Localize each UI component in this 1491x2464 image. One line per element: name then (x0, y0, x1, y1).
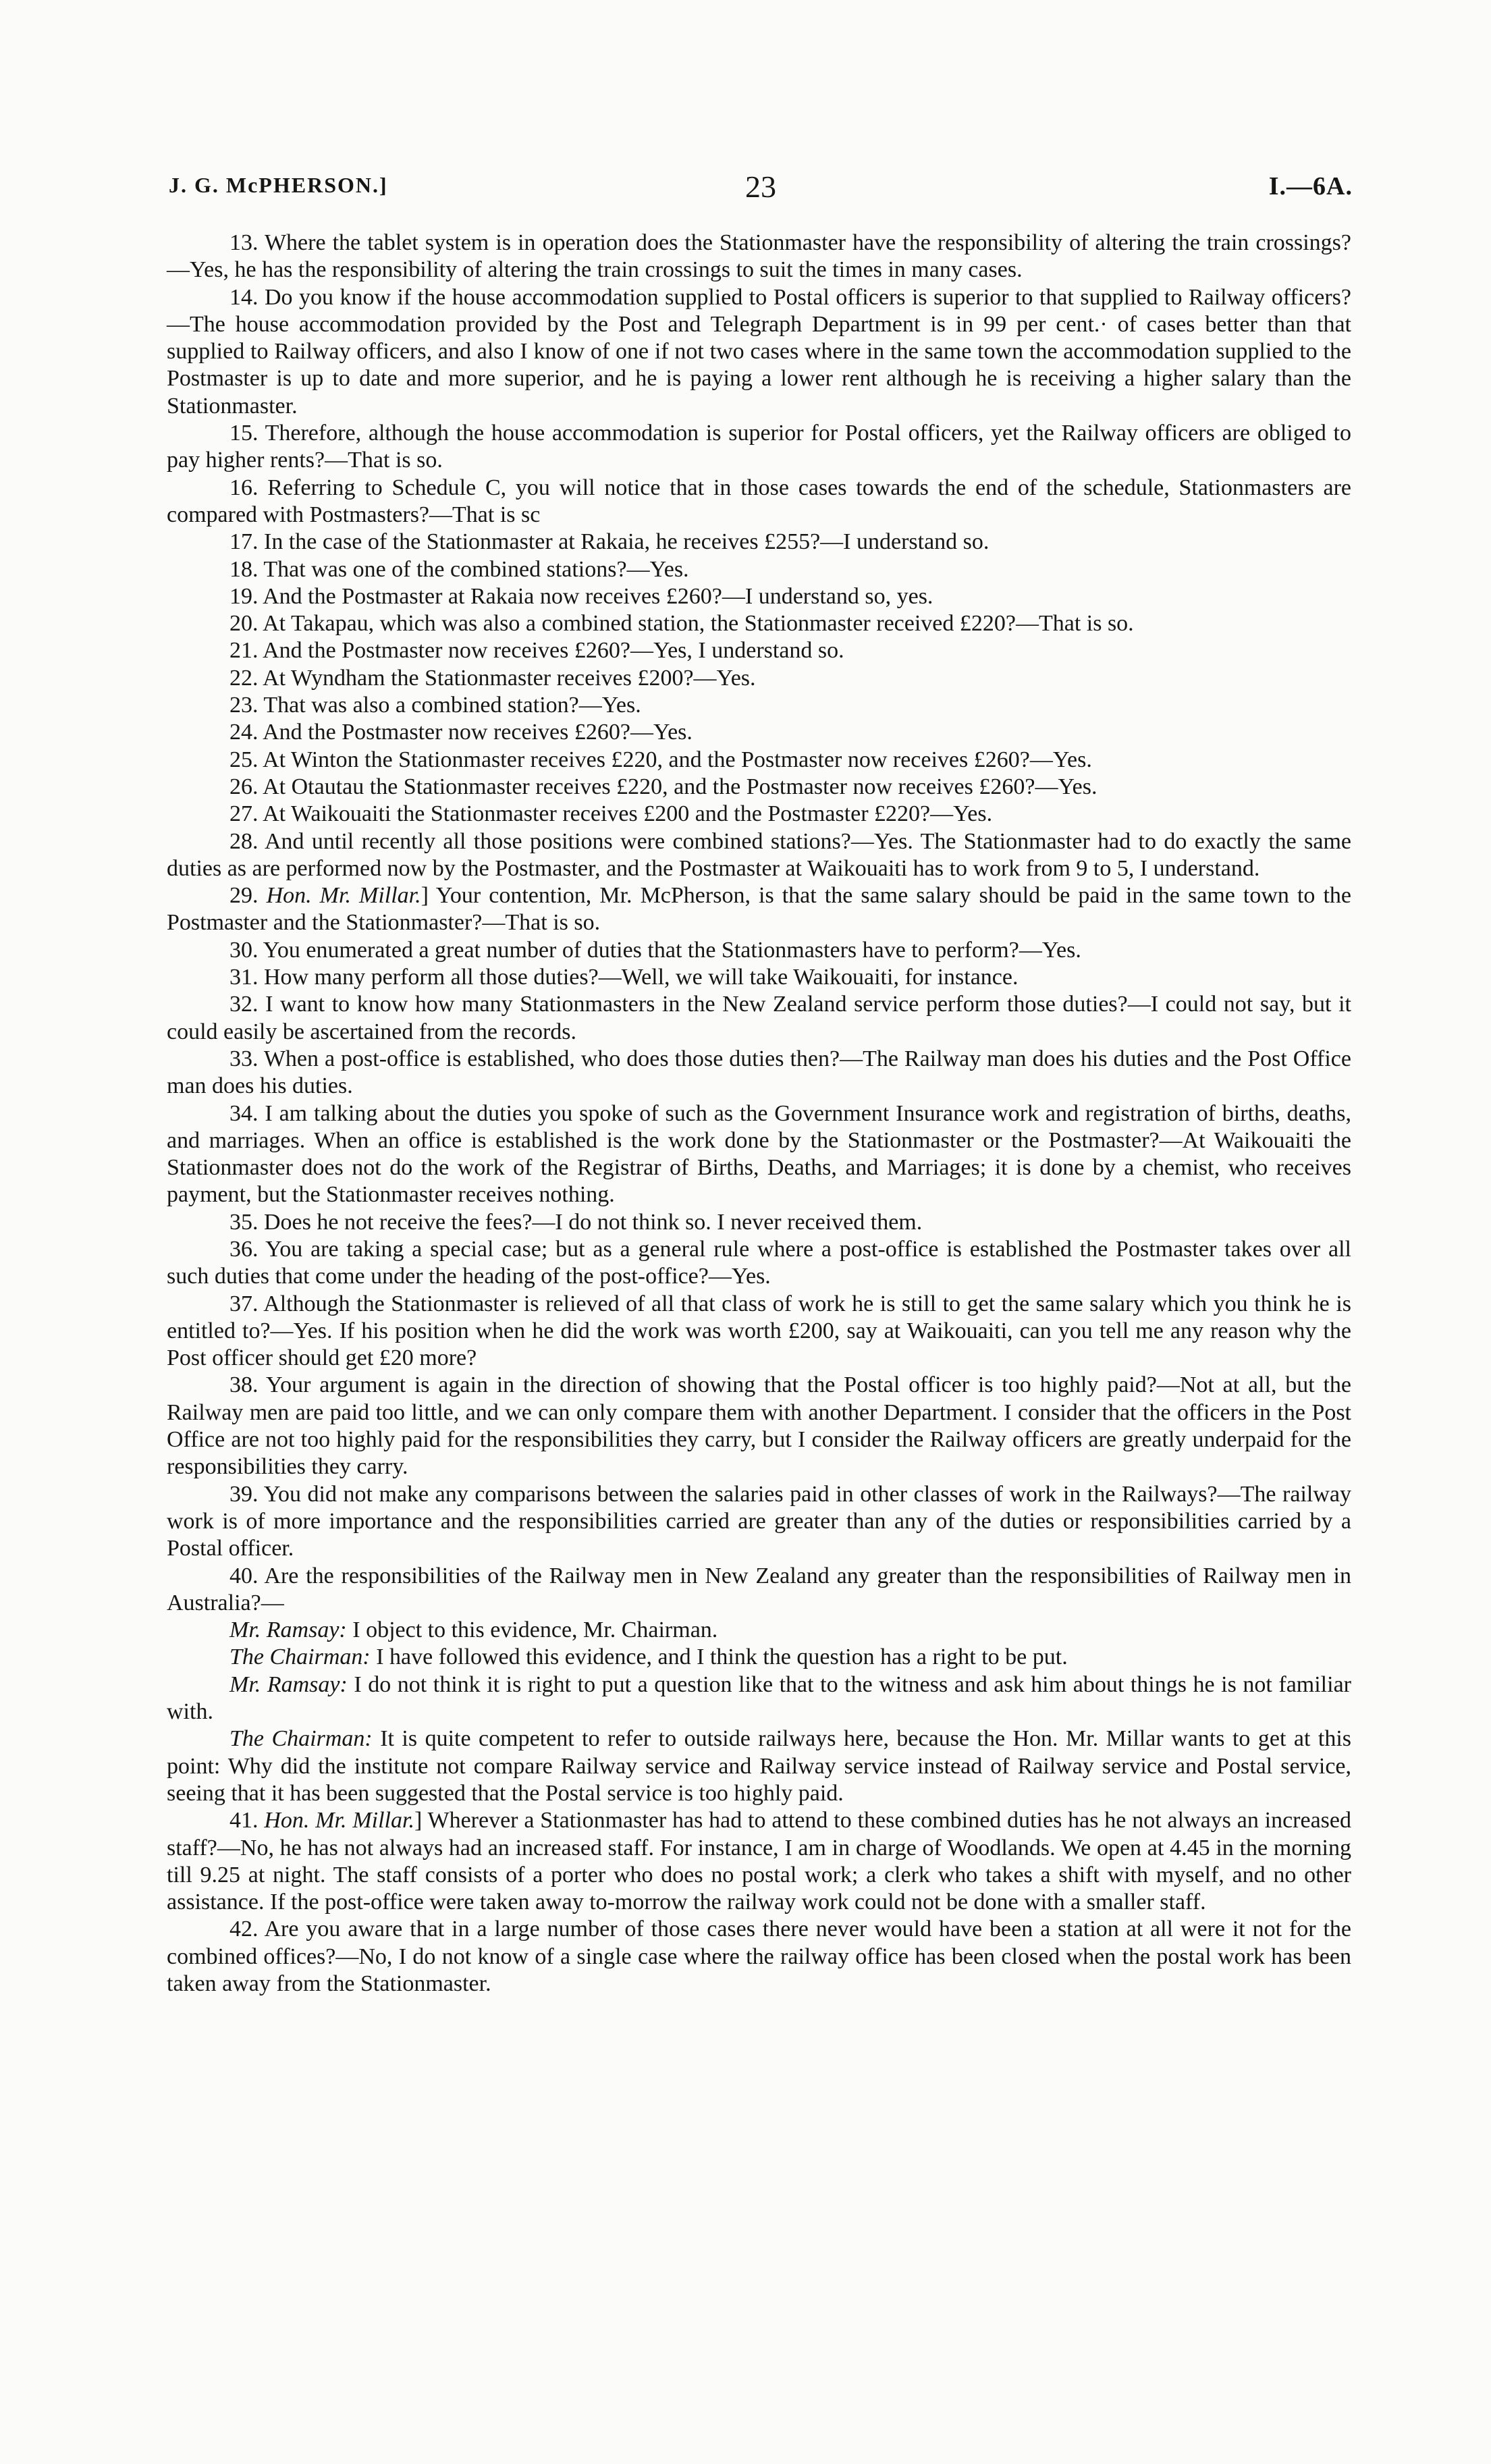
paragraph (167, 1372, 1351, 1480)
paragraph-text: I object to this evidence, Mr. Chairman. (346, 1617, 718, 1643)
witness-name-header: J. G. McPHERSON.] (169, 173, 388, 197)
paragraph (167, 556, 1351, 583)
paragraph (167, 610, 1351, 637)
paragraph (167, 284, 1351, 420)
paragraph (167, 747, 1351, 774)
paragraph-text: 34. I am talking about the duties you spoke of such as the Government Insurance work and registration of births, deaths, and marriages. When an office is established is the work done by the Stationmaster or the Postmaster?—At Waikouaiti the Stationmaster does not do the work of the Registrar of Births, Deaths, and Marriages; it is done by a chemist, who receives payment, but the Stationmaster receives nothing. (167, 1100, 1351, 1208)
paragraph-text: 35. Does he not receive the fees?—I do not think so. I never received them. (229, 1209, 923, 1235)
paragraph-text: 39. You did not make any comparisons between the salaries paid in other classes of work in the Railways?—The railway work is of more importance and the responsibilities carried are greater than any of the duties or responsibilities carried by a Postal officer. (167, 1481, 1351, 1561)
paragraph (167, 665, 1351, 692)
document-reference: I.—6A. (1268, 172, 1353, 200)
paragraph (167, 964, 1351, 991)
paragraph (167, 828, 1351, 883)
paragraph (167, 529, 1351, 556)
paragraph (167, 1807, 1351, 1916)
paragraph (167, 1725, 1351, 1807)
paragraph (167, 692, 1351, 719)
paragraph (167, 937, 1351, 964)
paragraph-text: ] Your contention, Mr. McPherson, is that the same salary should be paid in the same town to the Postmaster and the Stationmaster?—That is so. (167, 883, 1352, 936)
speaker-label: Hon. Mr. Millar. (266, 883, 421, 909)
paragraph (167, 420, 1351, 475)
paragraph (167, 1209, 1351, 1236)
paragraph-text: 42. Are you aware that in a large number of those cases there never would have been a station at all were it not for the combined offices?—No, I do not know of a single case where the railway office has been closed when the postal work has been taken away from the Stationmaster. (167, 1917, 1351, 1996)
paragraph-text: 36. You are taking a special case; but as a general rule where a post-office is established the Postmaster takes over all such duties that come under the heading of the post-office?—Yes. (167, 1236, 1351, 1289)
paragraph-text: 28. And until recently all those positions were combined stations?—Yes. The Stationmaster had to do exactly the same duties as are performed now by the Postmaster, and the Postmaster at Waikouaiti has to work from 9 to 5, I understand. (167, 828, 1351, 881)
speaker-label: Mr. Ramsay: (229, 1617, 347, 1643)
paragraph (167, 801, 1351, 828)
page-header (169, 169, 1353, 216)
paragraph-text: 38. Your argument is again in the direction of showing that the Postal officer is too highly paid?—Not at all, but the Railway men are paid too little, and we can only compare them with another Department. I consider that the officers in the Post Office are not too highly paid for the responsibilities they carry, but I consider the Railway officers are greatly underpaid for the responsibilities they carry. (167, 1372, 1351, 1480)
paragraph (167, 583, 1351, 610)
paragraph (167, 991, 1351, 1046)
paragraph (167, 1617, 1351, 1644)
paragraph (167, 719, 1351, 746)
paragraph-text: 19. And the Postmaster at Rakaia now receives £260?—I understand so, yes. (229, 583, 933, 609)
paragraph (167, 230, 1351, 284)
paragraph (167, 475, 1351, 529)
paragraph-text: 20. At Takapau, which was also a combined station, the Stationmaster received £220?—That is so. (229, 611, 1134, 637)
speaker-label: Hon. Mr. Millar. (264, 1808, 414, 1833)
paragraph (167, 774, 1351, 801)
paragraph-text: It is quite competent to refer to outside railways here, because the Hon. Mr. Millar wants to get at this point: Why did the institute not compare Railway service and Railway service instead of Railway service and Postal service, seeing that it has been suggested that the Postal service is too highly paid. (167, 1726, 1352, 1806)
speaker-label: Mr. Ramsay: (229, 1671, 348, 1697)
paragraph-text: 15. Therefore, although the house accommodation is superior for Postal officers, yet the Railway officers are obliged to pay higher rents?—That is so. (167, 421, 1351, 473)
paragraph-text: 30. You enumerated a great number of duties that the Stationmasters have to perform?—Yes. (229, 937, 1081, 963)
paragraph-text: 27. At Waikouaiti the Stationmaster receives £200 and the Postmaster £220?—Yes. (229, 801, 993, 827)
paragraph (167, 1291, 1351, 1372)
paragraph-text: 32. I want to know how many Stationmasters in the New Zealand service perform those duties?—I could not say, but it could easily be ascertained from the records. (167, 992, 1351, 1044)
paragraph-text: 24. And the Postmaster now receives £260?—Yes. (229, 720, 693, 745)
paragraph-text: 26. At Otautau the Stationmaster receives £220, and the Postmaster now receives £260?—Yes. (229, 774, 1097, 799)
paragraph-text: 33. When a post-office is established, who does those duties then?—The Railway man does his duties and the Post Office man does his duties. (167, 1046, 1351, 1099)
paragraph (167, 1671, 1351, 1726)
question-number: 41. (229, 1808, 265, 1833)
paragraph (167, 1481, 1351, 1563)
paragraph (167, 1046, 1351, 1100)
paragraph-text: I have followed this evidence, and I think the question has a right to be put. (370, 1644, 1068, 1670)
paragraph (167, 1236, 1351, 1291)
paragraph-text: 21. And the Postmaster now receives £260?—Yes, I understand so. (229, 638, 844, 664)
paragraph-text: ] Wherever a Stationmaster has had to attend to these combined duties has he not always an increased staff?—No, he has not always had an increased staff. For instance, I am in charge of Woodlands. We open at 4.45 in the morning till 9.25 at night. The staff consists of a porter who does no postal work; a clerk who takes a shift with myself, and no other assistance. If the post-office were taken away to-morrow the railway work could not be done with a smaller staff. (167, 1808, 1352, 1915)
paragraph (167, 882, 1351, 937)
paragraph-text: 37. Although the Stationmaster is relieved of all that class of work he is still to get the same salary which you think he is entitled to?—Yes. If his position when he did the work was worth £200, say at Waikouaiti, can you tell me any reason why the Post officer should get £20 more? (167, 1291, 1351, 1371)
paragraph-text: 17. In the case of the Stationmaster at Rakaia, he receives £255?—I understand so. (229, 529, 990, 555)
paragraph-text: 25. At Winton the Stationmaster receives £220, and the Postmaster now receives £260?—Yes. (229, 747, 1092, 772)
speaker-label: The Chairman: (229, 1644, 371, 1670)
paragraph-text: 18. That was one of the combined stations?—Yes. (229, 556, 689, 582)
question-number: 29. (229, 883, 267, 909)
evidence-text (167, 230, 1351, 1998)
paragraph-text: I do not think it is right to put a question like that to the witness and ask him about things he is not familiar with. (167, 1671, 1351, 1725)
paragraph (167, 637, 1351, 664)
paragraph (167, 1644, 1351, 1671)
paragraph-text: 14. Do you know if the house accommodation supplied to Postal officers is superior to that supplied to Railway officers?—The house accommodation provided by the Post and Telegraph Department is in 99 per cent.· of cases better than that supplied to Railway officers, and also I know of one if not two cases where in the same town the accommodation supplied to the Postmaster is up to date and more superior, and he is paying a lower rent although he is receiving a higher salary than the Stationmaster. (167, 284, 1351, 419)
paragraph-text: 23. That was also a combined station?—Yes. (229, 693, 641, 718)
paragraph-text: 40. Are the responsibilities of the Railway men in New Zealand any greater than the responsibilities of Railway men in Australia?— (167, 1563, 1351, 1615)
paragraph-text: 16. Referring to Schedule C, you will notice that in those cases towards the end of the schedule, Stationmasters are compared with Postmasters?—That is sc (167, 475, 1351, 527)
paragraph-text: 31. How many perform all those duties?—Well, we will take Waikouaiti, for instance. (229, 965, 1019, 990)
paragraph-text: 22. At Wyndham the Stationmaster receives £200?—Yes. (229, 665, 756, 691)
speaker-label: The Chairman: (229, 1726, 373, 1752)
paragraph (167, 1100, 1351, 1209)
paragraph-text: 13. Where the tablet system is in operation does the Stationmaster have the responsibility of altering the train crossings?—Yes, he has the responsibility of altering the train crossings to suit the times in many cases. (167, 230, 1351, 283)
paragraph (167, 1916, 1351, 1998)
paragraph (167, 1563, 1351, 1617)
page-number: 23 (745, 169, 776, 204)
